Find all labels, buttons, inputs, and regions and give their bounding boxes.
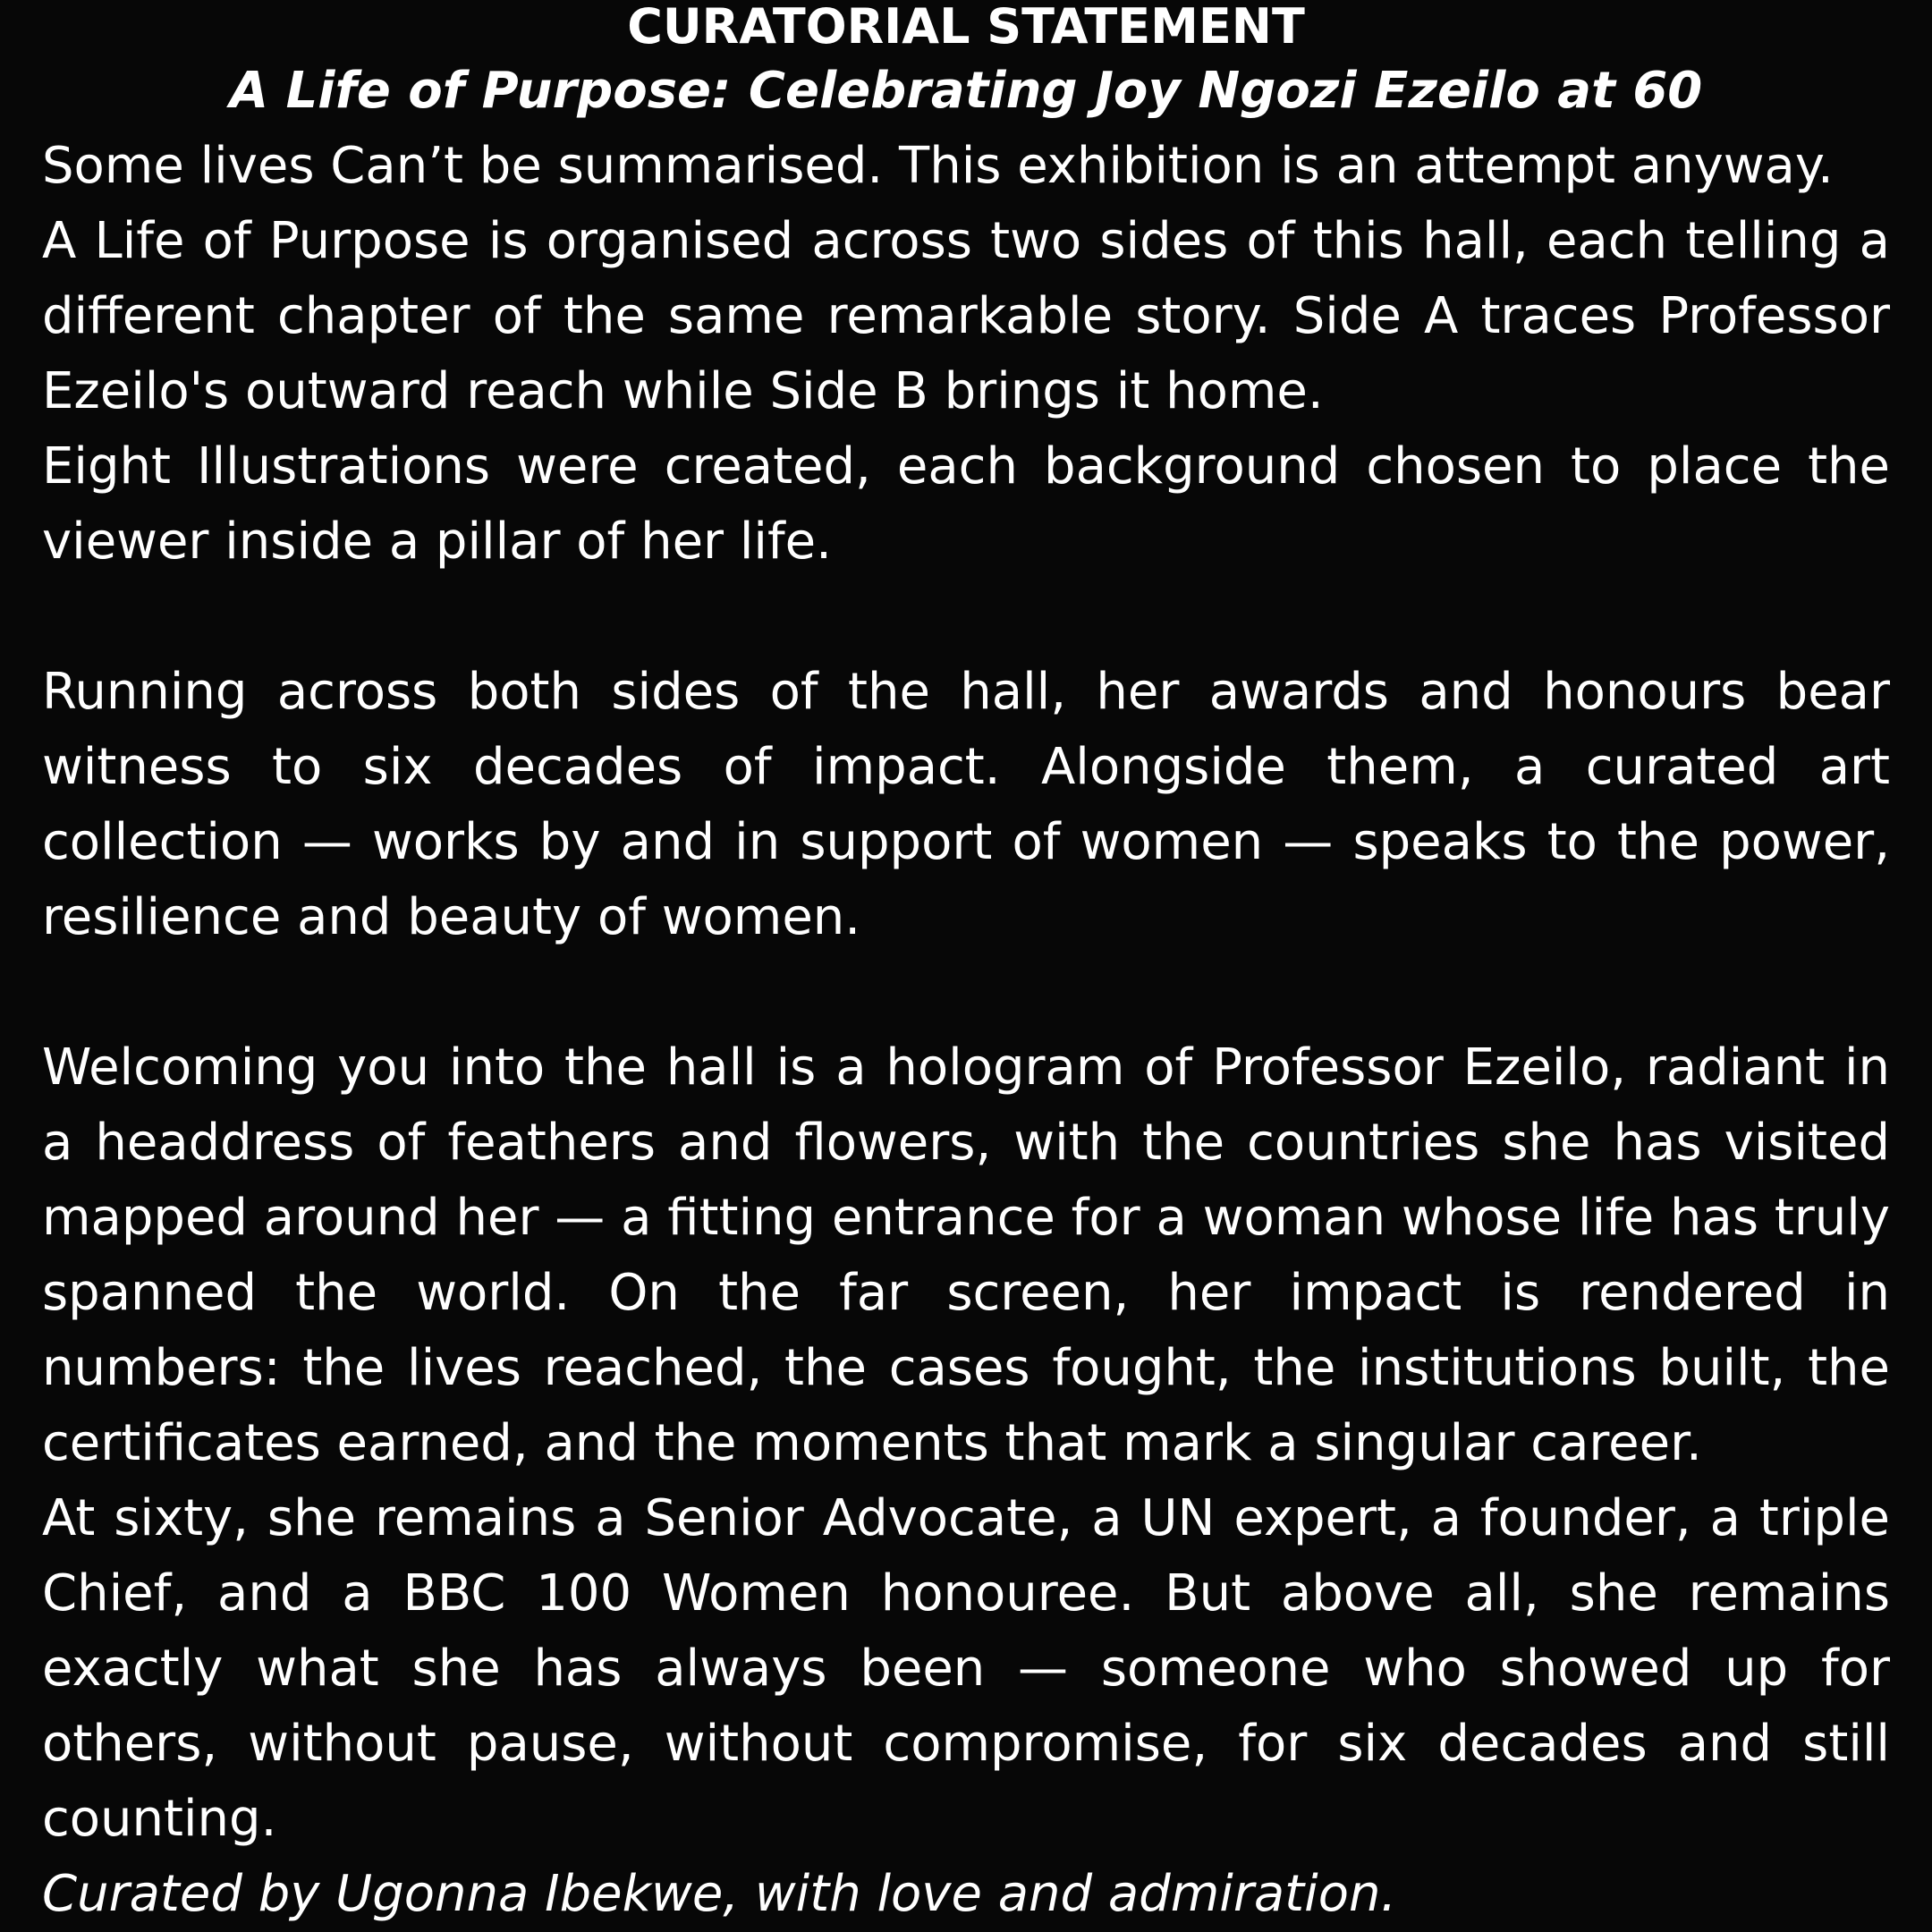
illustrations-paragraph: Eight Illustrations were created, each background chosen to place the viewer inside a pillar of her life.	[42, 437, 1890, 571]
closing-paragraph: At sixty, she remains a Senior Advocate, a UN expert, a founder, a triple Chief, and a BBC 100 Women honouree. But above all, she remains exactly what she has always been — someone who showed up for others, without pause, without compromise, for six decades and still counting.	[42, 1489, 1890, 1848]
hologram-paragraph: Welcoming you into the hall is a hologram of Professor Ezeilo, radiant in a headdress of feathers and flowers, with the countries she has visited mapped around her — a fitting entrance for a woman whose life has truly spanned the world. On the far screen, her impact is rendered in numbers: the lives reached, the cases fought, the institutions built, the certificates earned, and the moments that mark a singular career.	[42, 1038, 1890, 1472]
intro-paragraph: Some lives Can’t be summarised. This exhibition is an attempt anyway.	[42, 137, 1834, 195]
curator-credit: Curated by Ugonna Ibekwe, with love and admiration.	[42, 1865, 1397, 1923]
layout-paragraph: A Life of Purpose is organised across two sides of this hall, each telling a different chapter of the same remarkable story. Side A traces Professor Ezeilo's outward reach while Side B brings it home.	[42, 212, 1890, 420]
page-title: CURATORIAL STATEMENT	[627, 0, 1305, 55]
paragraph-gap	[42, 955, 1890, 1030]
awards-paragraph: Running across both sides of the hall, her awards and honours bear witness to six decades of impact. Alongside them, a curated art collection — works by and in support of women — speaks to the power, resilience and beauty of women.	[42, 663, 1890, 946]
paragraph-gap	[42, 580, 1890, 655]
exhibition-subtitle: A Life of Purpose: Celebrating Joy Ngozi Ezeilo at 60	[229, 62, 1703, 120]
curatorial-statement-document	[42, 0, 1890, 1932]
